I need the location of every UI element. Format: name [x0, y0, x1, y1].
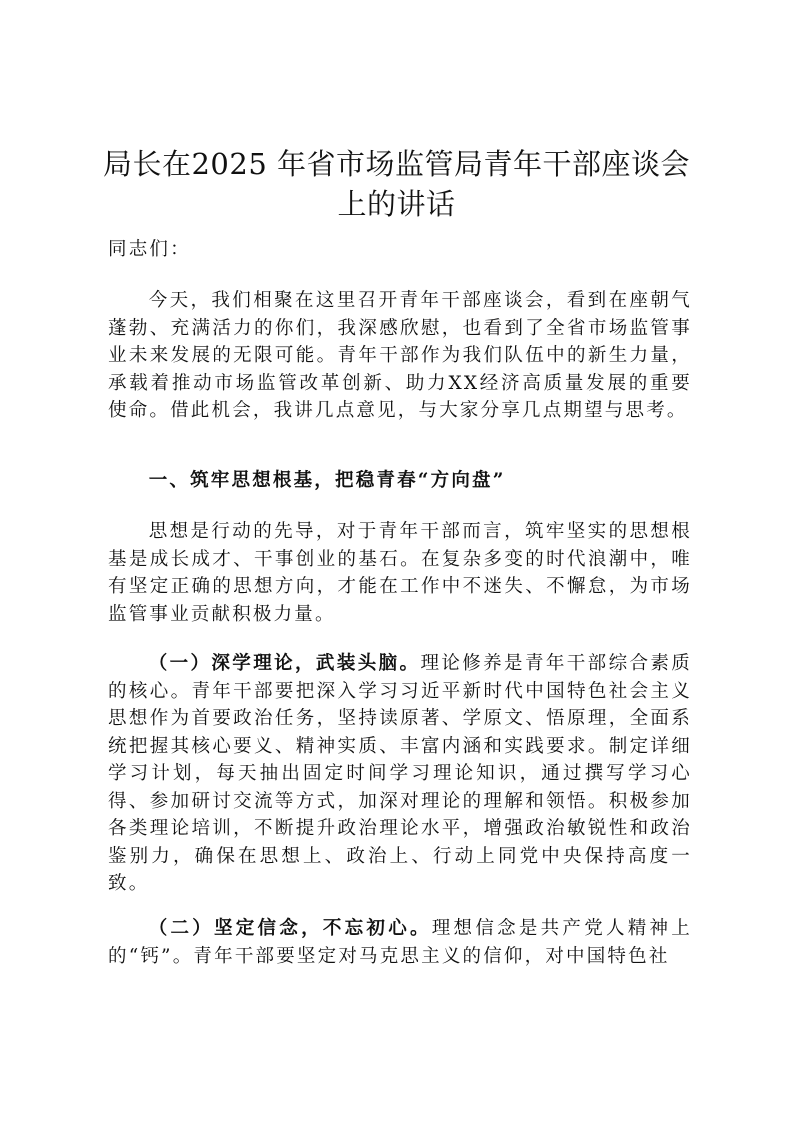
section1-heading-text: 一、筑牢思想根基，把稳青春“方向盘”	[148, 470, 506, 491]
salutation	[108, 236, 692, 264]
section1-heading	[108, 467, 692, 495]
intro-paragraph	[108, 287, 692, 425]
subsection2-lead: （二）坚定信念，不忘初心。	[148, 918, 432, 939]
document-title: 局长在2025 年省市场监管局青年干部座谈会上的讲话	[102, 147, 691, 221]
section1-paragraph	[108, 518, 692, 628]
section1-body-text: 思想是行动的先导，对于青年干部而言，筑牢坚实的思想根基是成长成才、干事创业的基石。在复杂多变的时代浪潮中，唯有坚定正确的思想方向，才能在工作中不迷失、不懈怠，为市场监管事业贡献积极力量。	[108, 521, 692, 625]
subsection1-lead: （一）深学理论，武装头脑。	[148, 653, 421, 674]
subsection2-body: 理想信念是共产党人精神上的“钙”。青年干部要坚定对马克思主义的信仰，对中国特色社	[108, 918, 692, 967]
salutation-text: 同志们：	[108, 239, 191, 260]
subsection2-paragraph	[108, 915, 692, 970]
subsection1-paragraph	[108, 650, 692, 898]
intro-text: 今天，我们相聚在这里召开青年干部座谈会，看到在座朝气蓬勃、充满活力的你们，我深感欣慰，也看到了全省市场监管事业未来发展的无限可能。青年干部作为我们队伍中的新生力量，承载着推动市场监管改革创新、助力XX经济高质量发展的重要使命。借此机会，我讲几点意见，与大家分享几点期望与思考。	[108, 290, 692, 421]
subsection1-body: 理论修养是青年干部综合素质的核心。青年干部要把深入学习习近平新时代中国特色社会主义思想作为首要政治任务，坚持读原著、学原文、悟原理，全面系统把握其核心要义、精神实质、丰富内涵和实践要求。制定详细学习计划，每天抽出固定时间学习理论知识，通过撰写学习心得、参加研讨交流等方式，加深对理论的理解和领悟。积极参加各类理论培训，不断提升政治理论水平，增强政治敏锐性和政治鉴别力，确保在思想上、政治上、行动上同党中央保持高度一致。	[108, 653, 692, 894]
